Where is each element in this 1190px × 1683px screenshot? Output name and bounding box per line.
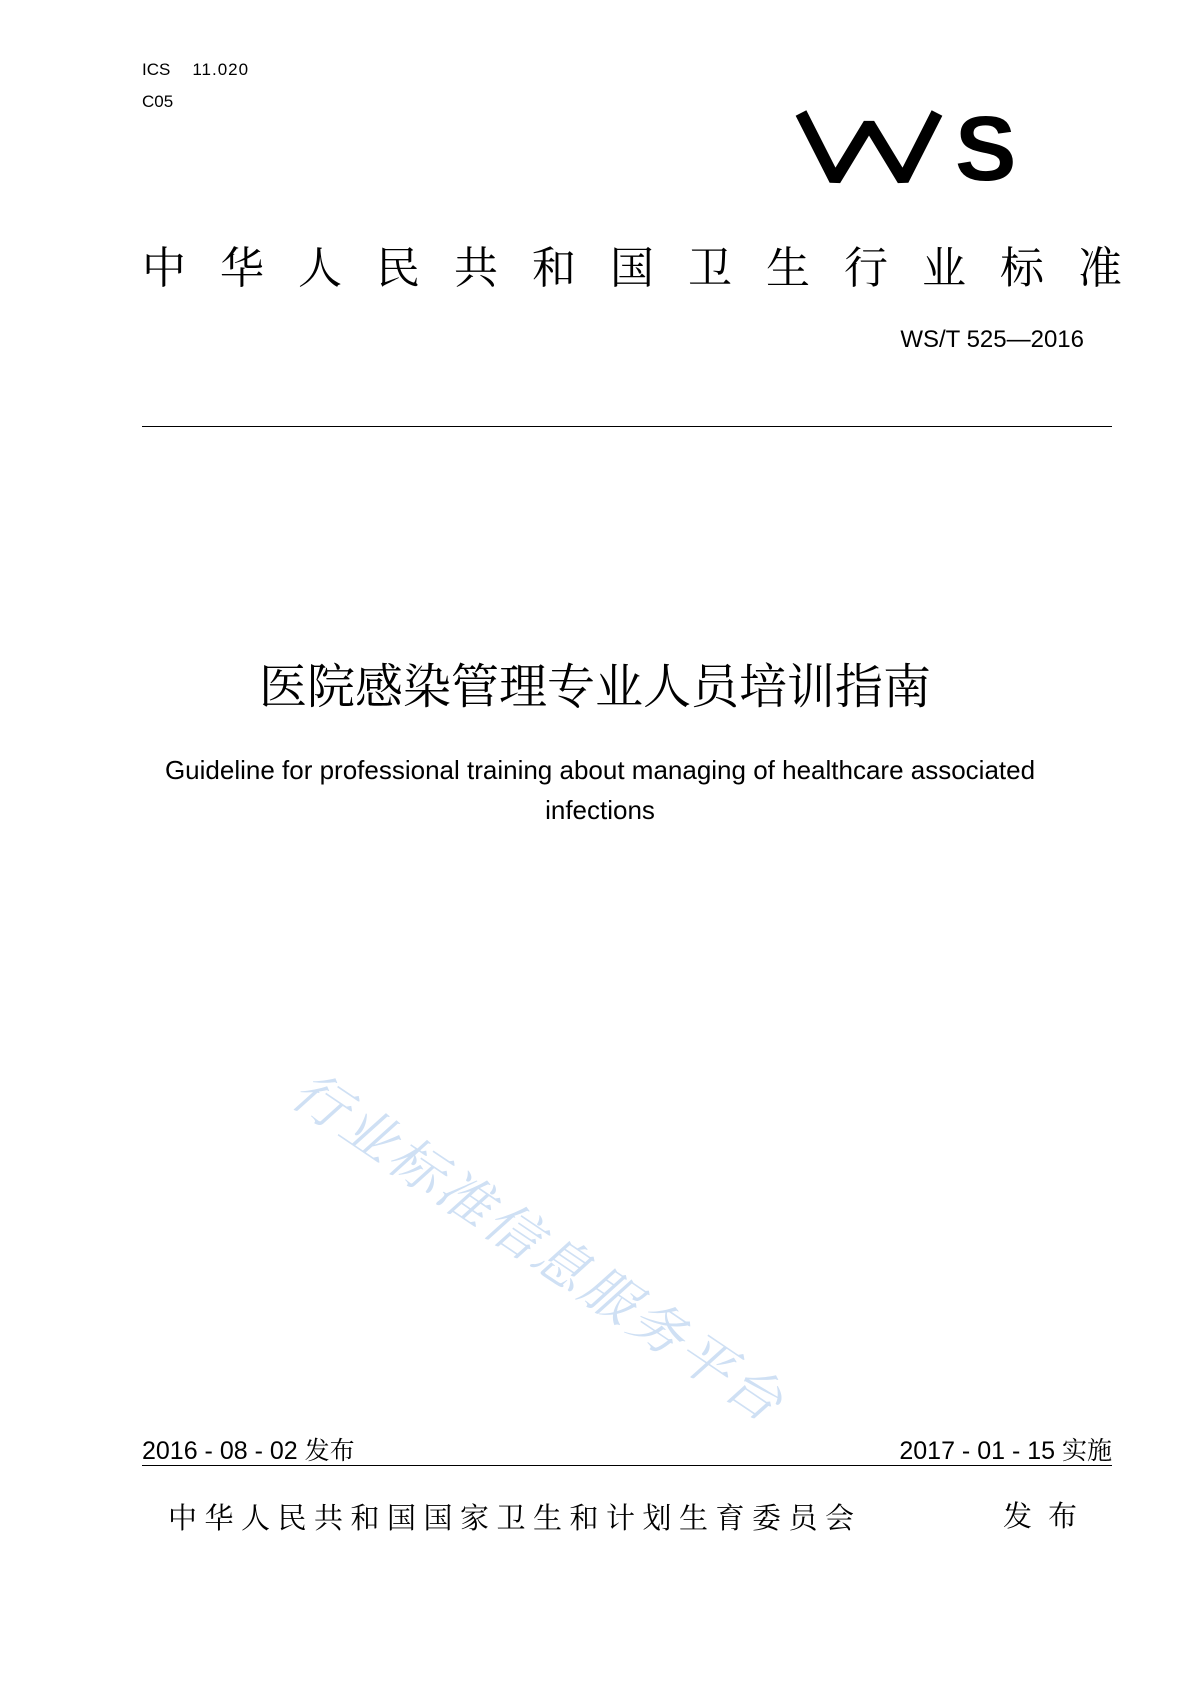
title-char: 华 — [220, 243, 264, 294]
ws-logo-graphic — [795, 108, 1070, 188]
title-char: 标 — [1000, 243, 1044, 294]
document-title-en-line: infections — [545, 795, 655, 825]
ws-logo-letter-s: S — [955, 108, 1017, 188]
ws-logo — [795, 108, 1070, 193]
title-char: 卫 — [688, 243, 732, 294]
title-char: 业 — [922, 243, 966, 294]
standard-number: WS/T 525—2016 — [900, 326, 1084, 353]
title-char: 准 — [1078, 243, 1122, 294]
watermark: 行业标准信息服务平台 — [280, 1059, 797, 1436]
document-title-en — [140, 750, 1060, 830]
title-char: 国 — [610, 243, 654, 294]
publisher-name: 中华人民共和国国家卫生和计划生育委员会 — [168, 1501, 862, 1535]
title-char: 民 — [376, 243, 420, 294]
title-char: 中 — [142, 243, 186, 294]
implementation-date: 2017 - 01 - 15 实施 — [899, 1437, 1112, 1465]
title-char: 生 — [766, 243, 810, 294]
footer-divider — [142, 1465, 1112, 1466]
title-char: 人 — [298, 243, 342, 294]
document-title-en-line: Guideline for professional training about managing of healthcare associated — [164, 755, 1036, 785]
header-divider — [142, 426, 1112, 427]
ics-code: 11.020 — [192, 60, 250, 79]
ics-label: ICS — [142, 60, 171, 79]
issue-date: 2016 - 08 - 02 发布 — [142, 1437, 355, 1465]
title-char: 共 — [454, 243, 498, 294]
title-char: 行 — [844, 243, 888, 294]
standard-category-title — [142, 232, 1122, 296]
title-char: 和 — [532, 243, 576, 294]
publish-label: 发布 — [1003, 1499, 1094, 1533]
ccs-code: C05 — [142, 92, 174, 111]
ics-classification — [142, 60, 249, 80]
document-title-zh: 医院感染管理专业人员培训指南 — [258, 659, 931, 715]
